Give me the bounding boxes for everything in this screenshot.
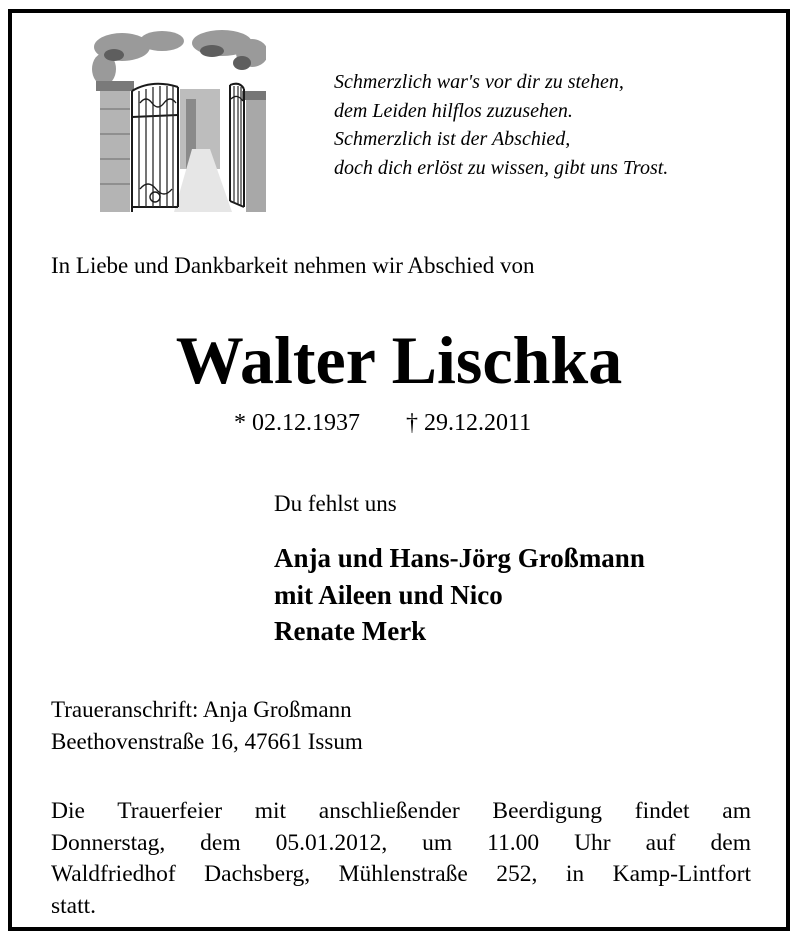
life-dates xyxy=(234,410,531,437)
ceremony-info xyxy=(51,796,751,922)
intro-text: In Liebe und Dankbarkeit nehmen wir Abschied von xyxy=(51,253,535,278)
ceremony-line: statt. xyxy=(51,892,97,919)
address-line: Beethovenstraße 16, 47661 Issum xyxy=(51,729,363,754)
ceremony-line: Donnerstag, dem 05.01.2012, um 11.00 Uhr auf dem xyxy=(51,829,751,856)
poem-line: Schmerzlich ist der Abschied, xyxy=(334,128,571,150)
cemetery-gate-illustration xyxy=(92,29,266,212)
mourning-address xyxy=(51,694,363,758)
poem-line: Schmerzlich war's vor dir zu stehen, xyxy=(334,71,624,93)
obituary-notice xyxy=(8,9,790,931)
ceremony-line: Die Trauerfeier mit anschließender Beerdigung findet am xyxy=(51,798,751,824)
address-line: Traueranschrift: Anja Großmann xyxy=(51,697,352,722)
poem-line: dem Leiden hilflos zuzusehen. xyxy=(334,99,573,122)
mourner-line: mit Aileen und Nico xyxy=(274,579,503,610)
ceremony-line: Waldfriedhof Dachsberg, Mühlenstraße 252, in Kamp-Lintfort xyxy=(51,861,751,887)
birth-date: * 02.12.1937 xyxy=(234,410,360,436)
poem xyxy=(334,68,668,182)
death-date: † 29.12.2011 xyxy=(406,410,532,436)
deceased-name: Walter Lischka xyxy=(175,322,623,398)
farewell-text: Du fehlst uns xyxy=(274,491,397,516)
mourner-line: Anja und Hans-Jörg Großmann xyxy=(274,543,645,573)
mourners-list xyxy=(274,540,645,650)
mourner-line: Renate Merk xyxy=(274,616,427,646)
poem-line: doch dich erlöst zu wissen, gibt uns Trost. xyxy=(334,156,669,179)
